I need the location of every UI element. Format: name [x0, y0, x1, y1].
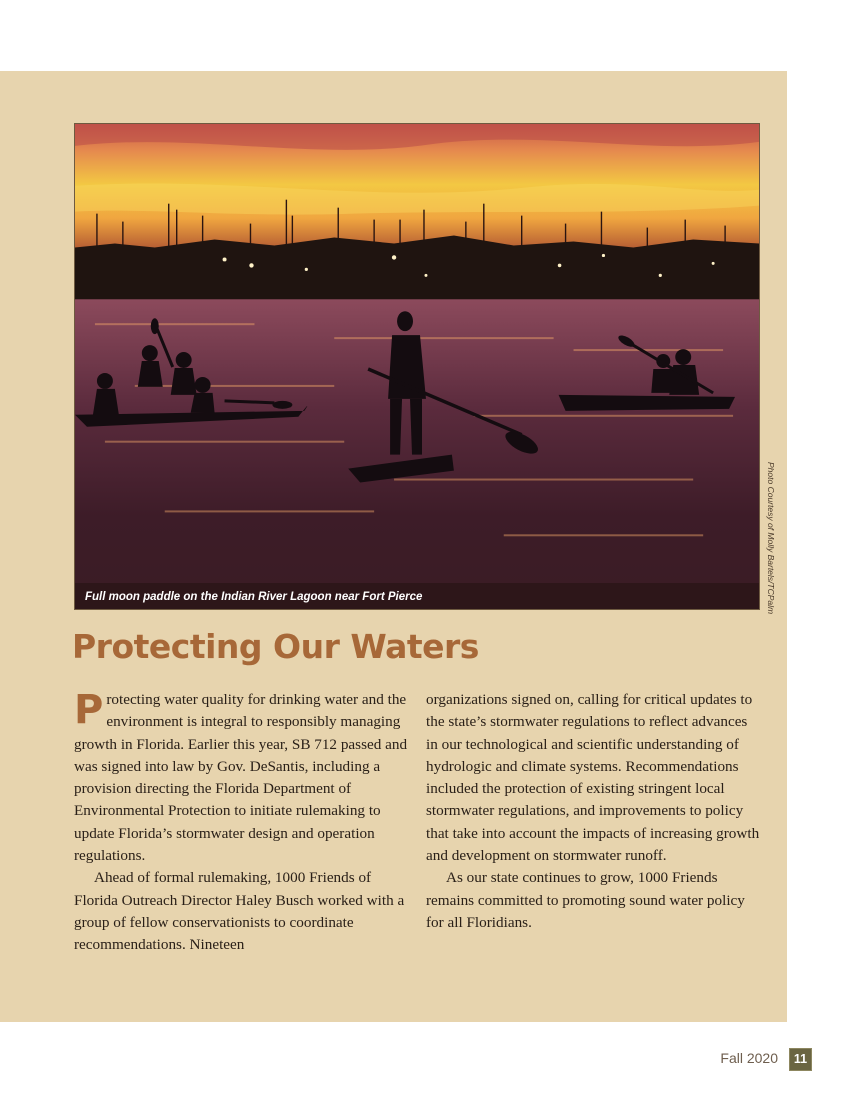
article-column-left [74, 689, 409, 957]
paragraph-text: rotecting water quality for drinking water and the environment is integral to responsibly managing growth in Florida. Earlier this year, SB 712 passed and was signed into law by Gov. DeSantis, including a provision directing the Florida Department of Environmental Protection to initiate rulemaking to update Florida’s stormwater design and operation regulations. [74, 691, 408, 865]
article-paragraph: Ahead of formal rulemaking, 1000 Friends of Florida Outreach Director Haley Busch worked with a group of fellow conservationists to coordinate recommendations. Nineteen [74, 869, 405, 954]
photo-credit: Photo Courtesy of Molly Bartels/TCPalm [766, 462, 776, 615]
sunset-paddle-image [75, 124, 759, 609]
caption-bar [75, 583, 759, 609]
article-paragraph: organizations signed on, calling for critical updates to the state’s stormwater regulations to reflect advances in our technological and scientific understanding of hydrologic and climate systems. Recommendations included the protection of existing stringent local stormwater regulations, and improvements to policy that take into account the impacts of increasing growth and development on stormwater runoff. [426, 691, 760, 865]
issue-season: Fall 2020 [720, 1050, 778, 1066]
article-paragraph [74, 689, 409, 867]
article-title: Protecting Our Waters [72, 627, 479, 666]
article-paragraph: As our state continues to grow, 1000 Friends remains committed to promoting sound water policy for all Floridians. [426, 869, 745, 931]
photo-caption: Full moon paddle on the Indian River Lagoon near Fort Pierce [85, 591, 423, 603]
paddleboard-photo [74, 123, 760, 610]
drop-cap: P [74, 687, 104, 733]
page-number: 11 [789, 1048, 812, 1071]
article-column-right [426, 689, 761, 934]
